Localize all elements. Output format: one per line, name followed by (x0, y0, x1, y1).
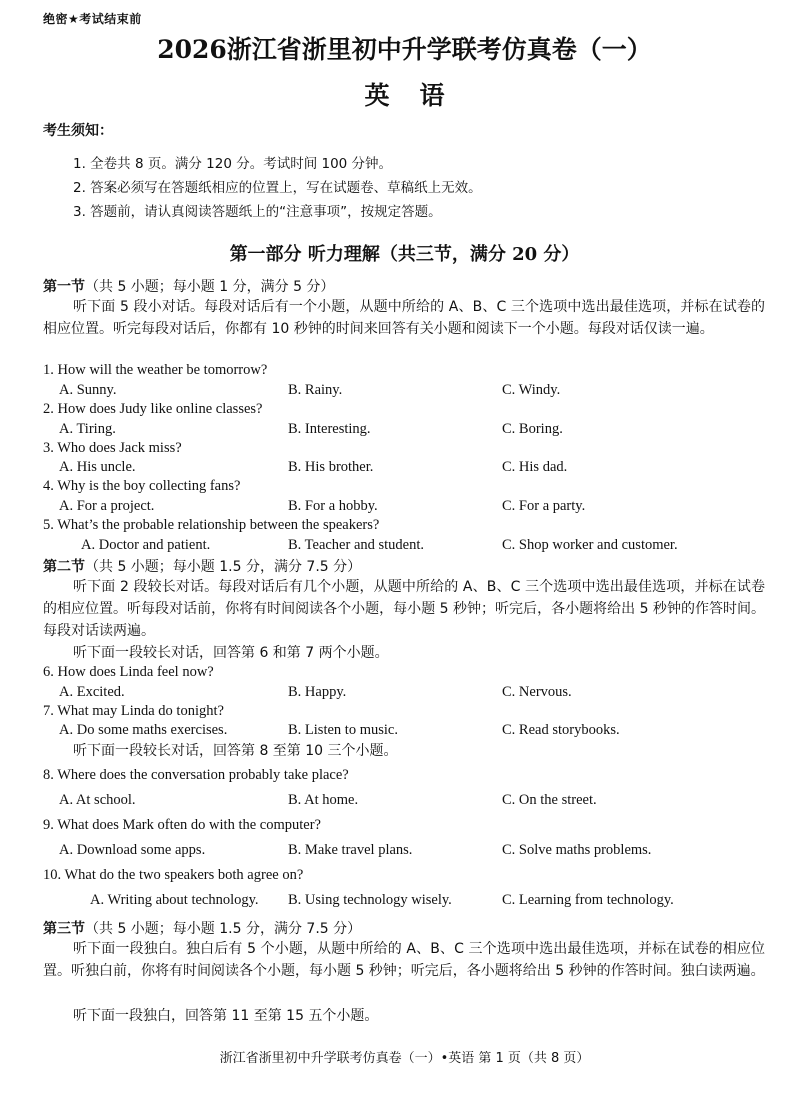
section-info: （共 5 小题；每小题 1 分，满分 5 分） (85, 279, 335, 295)
option-b: B. For a hobby. (288, 498, 378, 514)
option-a: A. Tiring. (59, 421, 116, 437)
option-b: B. At home. (288, 792, 359, 808)
option-b: B. Make travel plans. (288, 842, 413, 858)
part-title: 第一部分 听力理解（共三节，满分 20 分） (229, 244, 580, 265)
question-text: 3. Who does Jack miss? (43, 440, 182, 456)
question-text: 8. Where does the conversation probably take place? (43, 767, 349, 783)
option-c: C. His dad. (502, 459, 568, 475)
monologue-intro: 听下面一段独白，回答第 11 至第 15 五个小题。 (73, 1008, 379, 1024)
option-b: B. Listen to music. (288, 722, 398, 738)
section-heading (43, 556, 361, 576)
option-b: B. His brother. (288, 459, 374, 475)
page-footer: 浙江省浙里初中升学联考仿真卷（一）•英语 第 1 页（共 8 页） (219, 1051, 590, 1066)
option-a: A. Download some apps. (59, 842, 206, 858)
option-b: B. Using technology wisely. (288, 892, 452, 908)
section-instructions: 听下面 5 段小对话。每段对话后有一个小题，从题中所给的 A、B、C 三个选项中选出最佳选项，并标在试卷的相应位置。听完每段对话后，你都有 10 秒钟的时间来回答有关小题和阅读下一个小题。每段对话仅读一遍。 (43, 299, 765, 337)
option-a: A. Excited. (59, 684, 125, 700)
question-text: 7. What may Linda do tonight? (43, 703, 224, 719)
option-c: C. On the street. (502, 792, 597, 808)
question-text: 1. How will the weather be tomorrow? (43, 362, 268, 378)
section-info: （共 5 小题；每小题 1.5 分，满分 7.5 分） (85, 921, 362, 937)
option-b: B. Interesting. (288, 421, 371, 437)
question-text: 5. What’s the probable relationship between the speakers? (43, 517, 380, 533)
notice-item: 3. 答题前，请认真阅读答题纸上的“注意事项”，按规定答题。 (73, 204, 442, 220)
option-b: B. Happy. (288, 684, 347, 700)
question-text: 9. What does Mark often do with the computer? (43, 817, 321, 833)
option-a: A. His uncle. (59, 459, 136, 475)
option-c: C. Read storybooks. (502, 722, 620, 738)
question-text: 4. Why is the boy collecting fans? (43, 478, 241, 494)
option-c: C. For a party. (502, 498, 586, 514)
section-label: 第三节 (43, 921, 85, 937)
section-label: 第二节 (43, 559, 85, 575)
option-b: B. Teacher and student. (288, 537, 425, 553)
dialogue-intro: 听下面一段较长对话，回答第 8 至第 10 三个小题。 (73, 743, 398, 759)
section-heading (43, 918, 361, 938)
subject-title: 英语 (364, 81, 475, 110)
exam-title: 2026浙江省浙里初中升学联考仿真卷（一） (157, 35, 652, 64)
option-c: C. Solve maths problems. (502, 842, 652, 858)
section-heading (43, 276, 334, 296)
confidential-note: 绝密★考试结束前 (43, 12, 142, 26)
section-instructions: 听下面一段独白。独白后有 5 个小题，从题中所给的 A、B、C 三个选项中选出最佳选项，并标在试卷的相应位置。听独白前，你将有时间阅读各个小题，每小题 5 秒钟；听完后，各小题将给出 5 秒钟的作答时间。独白读两遍。 (43, 941, 765, 979)
section-info: （共 5 小题；每小题 1.5 分，满分 7.5 分） (85, 559, 362, 575)
dialogue-intro: 听下面一段较长对话，回答第 6 和第 7 两个小题。 (73, 645, 389, 661)
option-a: A. For a project. (59, 498, 155, 514)
option-a: A. Doctor and patient. (81, 537, 211, 553)
option-a: A. Do some maths exercises. (59, 722, 228, 738)
option-c: C. Nervous. (502, 684, 572, 700)
option-b: B. Rainy. (288, 382, 343, 398)
question-text: 6. How does Linda feel now? (43, 664, 214, 680)
option-a: A. At school. (59, 792, 136, 808)
option-a: A. Sunny. (59, 382, 117, 398)
section-instructions: 听下面 2 段较长对话。每段对话后有几个小题，从题中所给的 A、B、C 三个选项中选出最佳选项，并标在试卷的相应位置。听每段对话前，你将有时间阅读各个小题，每小题 5 秒钟；听完后，各小题将给出 5 秒钟的作答时间。每段对话读两遍。 (43, 579, 765, 639)
question-text: 2. How does Judy like online classes? (43, 401, 263, 417)
option-c: C. Shop worker and customer. (502, 537, 678, 553)
option-a: A. Writing about technology. (90, 892, 259, 908)
notice-item: 1. 全卷共 8 页。满分 120 分。考试时间 100 分钟。 (73, 156, 393, 172)
option-c: C. Learning from technology. (502, 892, 674, 908)
notice-heading: 考生须知： (43, 123, 113, 139)
section-label: 第一节 (43, 279, 85, 295)
notice-item: 2. 答案必须写在答题纸相应的位置上，写在试题卷、草稿纸上无效。 (73, 180, 482, 196)
option-c: C. Windy. (502, 382, 561, 398)
option-c: C. Boring. (502, 421, 563, 437)
question-text: 10. What do the two speakers both agree on? (43, 867, 304, 883)
